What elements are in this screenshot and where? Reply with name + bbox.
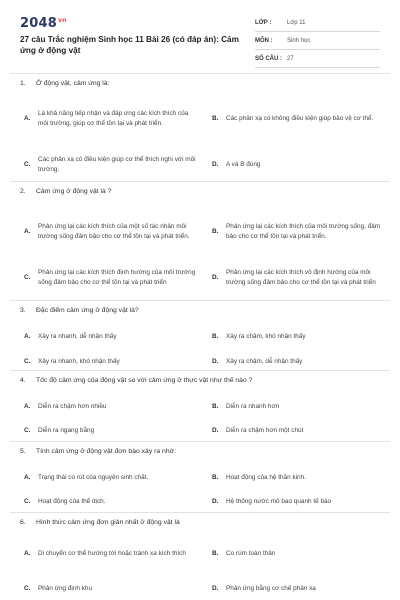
question-number: 2. [20,188,26,195]
option-letter: B. [212,333,219,341]
option-text: Xảy ra chậm, khó nhận thấy [226,333,306,341]
question-stem [20,188,390,195]
divider [10,512,390,513]
question-stem [20,377,390,384]
question-stem [20,519,390,526]
question-number: 4. [20,377,26,384]
option-c[interactable] [24,355,199,369]
option-letter: B. [212,474,219,482]
option-text: Co rúm toàn thân [226,550,276,558]
option-letter: B. [212,403,219,411]
option-text: Hệ thống nước mô bao quanh tế bào [226,498,332,506]
option-text: Xảy ra nhanh, khó nhận thấy [38,358,120,366]
option-letter: A. [24,403,31,411]
question-number: 3. [20,307,26,314]
option-d[interactable] [212,259,382,297]
option-a[interactable] [24,330,199,344]
option-text: Diễn ra chậm hơn một chút [226,427,304,435]
document-title: 27 câu Trắc nghiệm Sinh học 11 Bài 26 (có đáp án): Cảm ứng ở động vật [20,35,239,55]
site-logo[interactable] [20,16,67,31]
question-2 [20,188,390,286]
option-text: Phản ứng định khu [38,585,93,593]
question-text: Tính cảm ứng ở động vật đơn bào xảy ra nhờ: [36,448,176,455]
option-b[interactable] [212,400,382,414]
option-text: Diễn ra chậm hơn nhiều [38,403,107,411]
logo-text: 2048 [20,16,57,31]
option-a[interactable] [24,213,204,251]
option-letter: A. [24,228,31,236]
option-a[interactable] [24,542,199,566]
option-d[interactable] [212,495,382,509]
option-letter: C. [24,161,31,169]
question-number: 6. [20,519,26,526]
option-text: Phản ứng lại các kích thích vô định hướng của môi trường sống đảm bảo cho cơ thể tồn tại và phát triển [226,269,376,286]
divider [10,370,390,371]
option-text: A và B đúng [226,161,261,169]
divider [10,300,390,301]
option-text: Hoạt động của hệ thần kinh. [226,474,306,482]
option-letter: C. [24,274,31,282]
meta-row-class [255,14,380,32]
document-header [20,14,380,66]
question-stem [20,448,390,455]
option-c[interactable] [24,147,199,183]
meta-row-subject [255,32,380,50]
meta-value: 27 [287,55,294,62]
option-c[interactable] [24,582,199,596]
meta-key: MÔN : [255,37,273,44]
question-stem [20,307,390,314]
option-letter: C. [24,358,31,366]
meta-table [255,14,380,68]
question-number: 1. [20,80,26,87]
divider [10,181,390,182]
option-b[interactable] [212,471,382,485]
option-letter: D. [212,161,219,169]
option-letter: B. [212,550,219,558]
option-text: Diễn ra nhanh hơn [226,403,280,411]
meta-value: Sinh học [287,37,311,44]
option-letter: A. [24,115,31,123]
meta-value: Lớp 11 [287,19,306,26]
option-text: Các phản xạ có điều kiện giúp cơ thể thích nghi với môi trường. [38,156,196,173]
divider [10,441,390,442]
question-stem [20,80,390,87]
option-letter: D. [212,498,219,506]
option-text: Các phản xạ có không điều kiện giúp bảo vệ cơ thể. [226,115,374,123]
question-1 [20,80,390,173]
option-text: Xảy ra chậm, dễ nhận thấy [226,358,303,366]
option-d[interactable] [212,355,382,369]
option-letter: D. [212,427,219,435]
question-text: Ở động vật, cảm ứng là: [36,80,110,87]
option-text: Hoạt động của thể dịch. [38,498,106,506]
option-letter: B. [212,228,219,236]
option-text: Phản ứng lại các kích thích của một số tác nhân môi trường sống đảm bảo cho cơ thể tồn tại và phát triển. [38,223,190,240]
option-letter: D. [212,358,219,366]
option-b[interactable] [212,213,382,251]
option-letter: C. [24,498,31,506]
question-text: Cảm ứng ở động vật là ? [36,188,112,195]
logo-suffix: vn [57,16,67,24]
option-c[interactable] [24,259,204,297]
option-text: Phản ứng lại các kích thích định hướng của môi trường sống đảm bảo cho cơ thể tồn tại và phát triển [38,269,196,286]
question-6 [20,519,390,593]
option-text: Trạng thái co rút của nguyên sinh chất. [38,474,149,482]
option-text: Di chuyển cơ thể hướng tới hoặc tránh xa kích thích [38,550,186,558]
option-b[interactable] [212,101,382,137]
question-4 [20,377,390,435]
question-text: Tốc độ cảm ứng của động vật so với cảm ứng ở thực vật như thế nào ? [36,377,253,384]
option-letter: D. [212,585,219,593]
question-number: 5. [20,448,26,455]
meta-row-count [255,50,380,68]
question-text: Đặc điểm cảm ứng ở động vật là? [36,307,139,314]
option-a[interactable] [24,471,199,485]
option-d[interactable] [212,424,382,438]
option-letter: B. [212,115,219,123]
option-text: Xảy ra nhanh, dễ nhận thấy [38,333,117,341]
meta-key: LỚP : [255,19,272,26]
option-letter: A. [24,333,31,341]
option-c[interactable] [24,495,199,509]
option-b[interactable] [212,547,382,561]
option-text: Phản ứng lại các kích thích của môi trường sống, đảm bảo cho cơ thể tồn tại và phát triển. [226,223,381,240]
option-d[interactable] [212,147,382,183]
divider [10,73,390,74]
option-text: Phản ứng bằng cơ chế phản xạ [226,585,316,593]
option-letter: A. [24,474,31,482]
question-3 [20,307,390,366]
option-a[interactable] [24,101,199,137]
option-letter: A. [24,550,31,558]
meta-key: SỐ CÂU : [255,55,282,62]
question-text: Hình thức cảm ứng đơn giản nhất ở động vật là [36,519,180,526]
option-b[interactable] [212,330,382,344]
option-d[interactable] [212,582,382,596]
option-text: Diễn ra ngang bằng [38,427,95,435]
option-letter: C. [24,427,31,435]
option-letter: C. [24,585,31,593]
option-c[interactable] [24,424,199,438]
option-text: Là khả năng tiếp nhận và đáp ứng các kích thích của môi trường, giúp cơ thể tồn tại và phát triển. [38,110,189,127]
option-letter: D. [212,274,219,282]
option-a[interactable] [24,400,199,414]
question-5 [20,448,390,506]
